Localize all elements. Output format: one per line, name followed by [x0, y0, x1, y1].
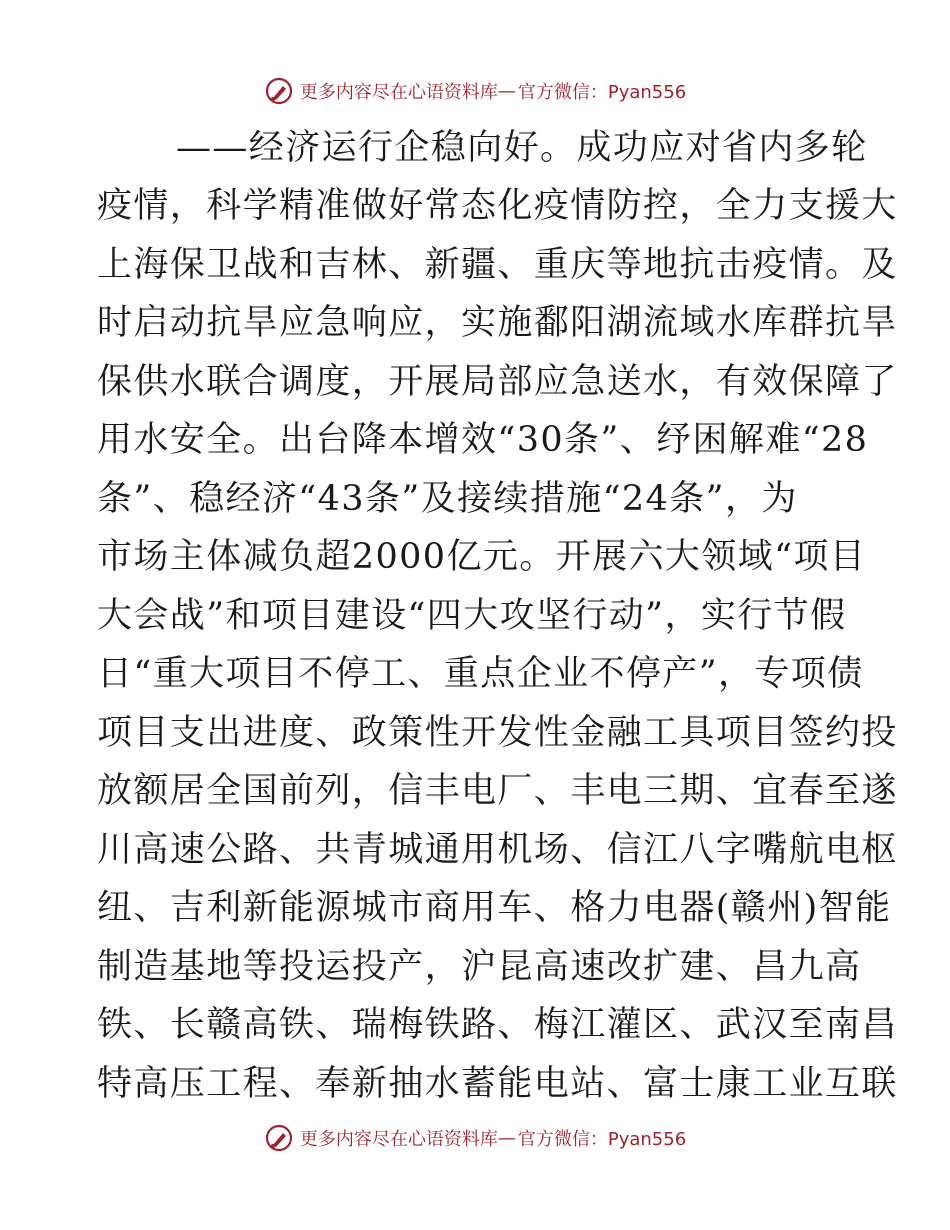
watermark-contact: 官方微信：Pyan556: [517, 1129, 687, 1150]
paragraph-line: 纽、吉利新能源城市商用车、格力电器(赣州)智能: [97, 888, 892, 928]
paragraph-line: 铁、长赣高铁、瑞梅铁路、梅江灌区、武汉至南昌: [97, 1005, 898, 1045]
paragraph-line: ——经济运行企稳向好。成功应对省内多轮: [176, 128, 868, 168]
paragraph-line: 疫情，科学精准做好常态化疫情防控，全力支援大: [97, 186, 898, 226]
watermark-contact: 官方微信：Pyan556: [517, 82, 687, 103]
paragraph-line: 大会战”和项目建设“四大攻坚行动”，实行节假: [97, 596, 847, 636]
footer-watermark: [0, 1123, 950, 1153]
watermark-separator: —: [497, 1127, 516, 1149]
paragraph-line: 日“重大项目不停工、重点企业不停产”，专项债: [97, 654, 864, 694]
paragraph-line: 用水安全。出台降本增效“30条”、纾困解难“28: [97, 420, 869, 460]
watermark-text: 更多内容尽在心语资料库: [299, 1129, 498, 1150]
paragraph-line: 时启动抗旱应急响应，实施鄱阳湖流域水库群抗旱: [97, 303, 898, 343]
paragraph-line: 制造基地等投运投产，沪昆高速改扩建、昌九高: [97, 947, 862, 987]
watermark-text: 更多内容尽在心语资料库: [299, 82, 498, 103]
paragraph-line: 上海保卫战和吉林、新疆、重庆等地抗击疫情。及: [97, 245, 898, 285]
paragraph-line: 保供水联合调度，开展局部应急送水，有效保障了: [97, 362, 898, 402]
paragraph-line: 市场主体减负超2000亿元。开展六大领域“项目: [97, 537, 867, 577]
watermark-separator: —: [497, 80, 516, 102]
paragraph-line: 特高压工程、奉新抽水蓄能电站、富士康工业互联: [97, 1064, 898, 1104]
paragraph-line: 川高速公路、共青城通用机场、信江八字嘴航电枢: [97, 830, 898, 870]
paragraph-line: 放额居全国前列，信丰电厂、丰电三期、宜春至遂: [97, 771, 898, 811]
pen-nib-logo-icon: [264, 1123, 294, 1153]
paragraph-line: 条”、稳经济“43条”及接续措施“24条”，为: [97, 479, 798, 519]
paragraph-line: 项目支出进度、政策性开发性金融工具项目签约投: [97, 713, 898, 753]
